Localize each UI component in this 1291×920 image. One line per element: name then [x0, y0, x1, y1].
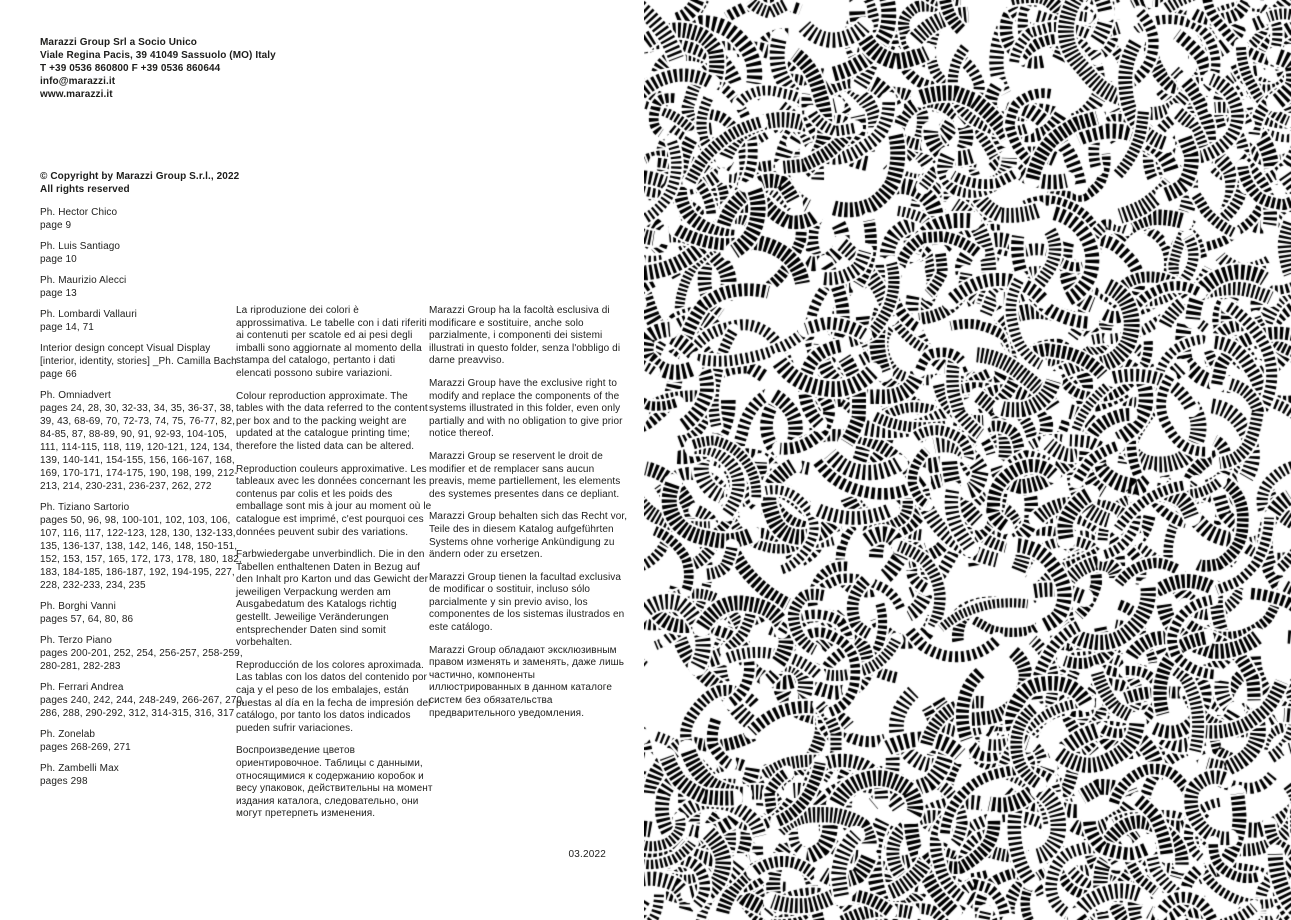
credit-pages: page 9	[40, 220, 72, 231]
credit-name: Ph. Luis Santiago	[40, 241, 121, 252]
credit-name: Ph. Zonelab	[40, 729, 96, 740]
disclaimer-paragraph-en: Colour reproduction approximate. The tables with the data referred to the content per box and to the packing weight are updated at the catalogue printing time; therefore the listed data can be altered.	[236, 390, 428, 452]
credit-entry	[40, 501, 246, 592]
copyright-line: © Copyright by Marazzi Group S.r.l., 2022	[40, 171, 240, 182]
edition-date: 03.2022	[568, 849, 606, 860]
credit-entry	[40, 728, 246, 754]
credit-pages: pages 298	[40, 776, 88, 787]
credit-pages: pages 268-269, 271	[40, 742, 131, 753]
credit-name: Ph. Tiziano Sartorio	[40, 502, 130, 513]
credit-entry	[40, 389, 246, 493]
rights-paragraph-es: Marazzi Group tienen la facultad exclusiva de modificar o sostituir, incluso sólo parcialmente y sin previo aviso, los componentes de los sistemas ilustrados en este catálogo.	[429, 571, 625, 634]
credit-pages: page 10	[40, 254, 77, 265]
credit-entry	[40, 274, 246, 300]
colour-reproduction-disclaimers	[236, 305, 433, 831]
credit-pages: page 13	[40, 288, 77, 299]
disclaimer-paragraph-de: Farbwiedergabe unverbindlich. Die in den Tabellen enthaltenen Daten in Bezug auf den Inhalt pro Karton und das Gewicht der jeweiligen Verpackung werden am Ausgabedatum des Katalogs richtig gestellt. Jeweilige Veränderungen entsprechender Daten sind somit vorbehalten.	[236, 549, 428, 649]
credit-name: Ph. Lombardi Vallauri	[40, 309, 137, 320]
credit-name: Interior design concept Visual Display [interior, identity, stories] _Ph. Camilla Bach	[40, 343, 237, 367]
credit-name: Ph. Ferrari Andrea	[40, 682, 124, 693]
disclaimer-paragraph-es: Reproducción de los colores aproximada. Las tablas con los datos del contenido por caja y el peso de los embalajes, están puestas al día en la fecha de impresión del catálogo, por tanto los datos indicados pueden sufrir variaciones.	[236, 659, 431, 734]
credit-name: Ph. Maurizio Alecci	[40, 275, 127, 286]
credit-name: Ph. Terzo Piano	[40, 635, 112, 646]
disclaimer-paragraph-ru: Воспроизведение цветов ориентировочное. Таблицы с данными, относящимися к содержанию коробок и весу упаковок, действительны на момент издания каталога, следовательно, они могут претерпеть изменения.	[236, 745, 433, 820]
rights-line: All rights reserved	[40, 184, 130, 195]
company-phone-fax: T +39 0536 860800 F +39 0536 860644	[40, 62, 221, 74]
credit-name: Ph. Zambelli Max	[40, 763, 119, 774]
photo-credits-list	[40, 206, 246, 796]
credit-entry	[40, 762, 246, 788]
credit-name: Ph. Borghi Vanni	[40, 601, 116, 612]
disclaimer-paragraph-fr: Reproduction couleurs approximative. Les tableaux avec les données concernant les contenus par colis et les poids des emballage sont mis à jour au moment où le catalogue est imprimé, c'est pourquoi ces données peuvent subir des variations.	[236, 463, 432, 538]
credit-pages: pages 200-201, 252, 254, 256-257, 258-259, 280-281, 282-283	[40, 648, 243, 672]
rights-paragraph-fr: Marazzi Group se reservent le droit de modifier et de remplacer sans aucun preavis, meme partiellement, les elements des systemes presentes dans ce depliant.	[429, 450, 621, 500]
modification-rights-disclaimers	[429, 305, 630, 730]
company-address	[40, 37, 276, 102]
copyright-notice	[40, 170, 239, 196]
credit-entry	[40, 206, 246, 232]
credit-entry	[40, 600, 246, 626]
credit-entry	[40, 308, 246, 334]
credit-pages: pages 24, 28, 30, 32-33, 34, 35, 36-37, 38, 39, 43, 68-69, 70, 72-73, 74, 75, 76-77, 82, 84-85, 87, 88-89, 90, 91, 92-93, 104-105, 111, 114-115, 118, 119, 120-121, 124, 134, 139, 140-141, 154-155, 156, 166-167, 168, 169, 170-171, 174-175, 190, 198, 199, 212-213, 214, 230-231, 236-237, 262, 272	[40, 403, 238, 492]
company-email: info@marazzi.it	[40, 75, 116, 87]
company-name: Marazzi Group Srl a Socio Unico	[40, 37, 198, 48]
colophon-page	[0, 0, 644, 920]
company-street: Viale Regina Pacis, 39 41049 Sassuolo (MO) Italy	[40, 49, 276, 61]
credit-pages: pages 57, 64, 80, 86	[40, 614, 134, 625]
credit-pages: page 14, 71	[40, 322, 94, 333]
rights-paragraph-it: Marazzi Group ha la facoltà esclusiva di modificare e sostituire, anche solo parzialmente, i componenti dei sistemi illustrati in questo folder, senza l'obbligo di darne preavviso.	[429, 305, 621, 367]
disclaimer-paragraph-it: La riproduzione dei colori è approssimativa. Le tabelle con i dati riferiti ai contenuti per scatole ed ai pesi degli imballi sono aggiornate al momento della stampa del catalogo, pertanto i dati elencati possono subire variazioni.	[236, 305, 427, 379]
credit-name: Ph. Hector Chico	[40, 207, 118, 218]
credit-entry	[40, 240, 246, 266]
credit-pages: page 66	[40, 369, 77, 380]
credit-entry	[40, 634, 246, 673]
rights-paragraph-de: Marazzi Group behalten sich das Recht vor, Teile des in diesem Katalog aufgeführten Systems ohne vorherige Ankündigung zu ändern oder zu ersetzen.	[429, 511, 628, 561]
credit-pages: pages 240, 242, 244, 248-249, 266-267, 270, 286, 288, 290-292, 312, 314-315, 316, 317	[40, 695, 246, 719]
credit-pages: pages 50, 96, 98, 100-101, 102, 103, 106, 107, 116, 117, 122-123, 128, 130, 132-133, 135, 136-137, 138, 142, 146, 148, 150-151, 152, 153, 157, 165, 172, 173, 178, 180, 182, 183, 184-185, 186-187, 192, 194-195, 227, 228, 232-233, 234, 235	[40, 515, 242, 591]
rights-paragraph-ru: Marazzi Group обладают эксклюзивным правом изменять и заменять, даже лишь частично, компоненты иллюстрированных в данном каталоге систем без обязательства предварительного уведомления.	[429, 644, 625, 719]
credit-name: Ph. Omniadvert	[40, 390, 111, 401]
pattern-artwork	[644, 0, 1291, 920]
credit-entry	[40, 342, 246, 381]
credit-entry	[40, 681, 246, 720]
rights-paragraph-en: Marazzi Group have the exclusive right to modify and replace the components of the systems illustrated in this folder, even only partially and with no obligation to give prior notice thereof.	[429, 377, 623, 440]
company-website: www.marazzi.it	[40, 88, 113, 100]
